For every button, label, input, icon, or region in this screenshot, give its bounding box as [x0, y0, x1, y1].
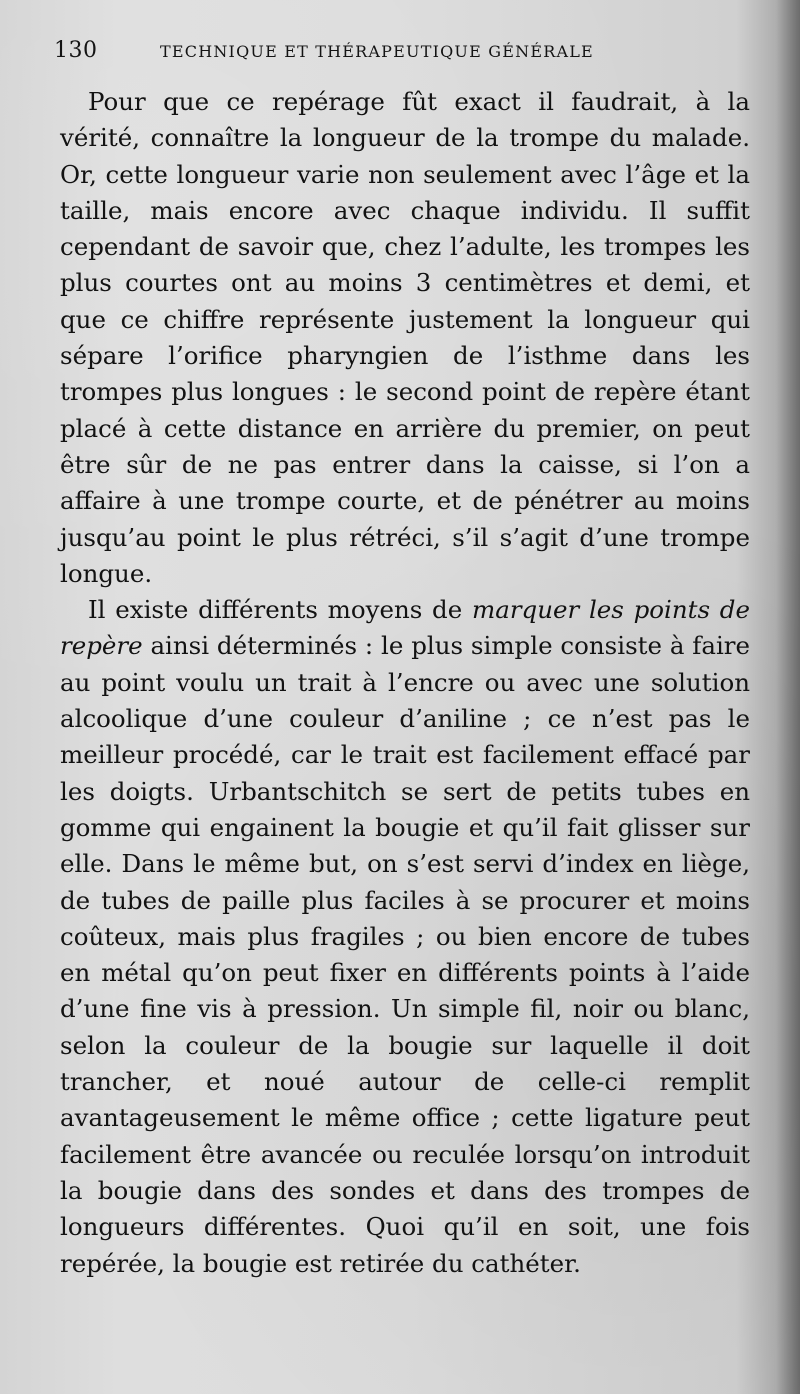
- paragraph-2-lead: Il existe différents moyens de: [88, 595, 472, 625]
- body-text: [60, 84, 750, 1282]
- running-title: TECHNIQUE ET THÉRAPEUTIQUE GÉNÉRALE: [160, 42, 594, 61]
- page-header: [54, 38, 754, 68]
- paragraph-2-rest: ainsi déterminés : le plus simple consiste à faire au point voulu un trait à l’encre ou avec une solution alcoolique d’une couleur d’aniline ; ce n’est pas le meilleur procédé, car le trait est facilement effacé par les doigts. Urbantschitch se sert de petits tubes en gomme qui engainent la bougie et qu’il fait glisser sur elle. Dans le même but, on s’est servi d’index en liège, de tubes de paille plus faciles à se procurer et moins coûteux, mais plus fragiles ; ou bien encore de tubes en métal qu’on peut fixer en différents points à l’aide d’une fine vis à pression. Un simple fil, noir ou blanc, selon la couleur de la bougie sur laquelle il doit trancher, et noué autour de celle-ci remplit avantageusement le même office ; cette ligature peut facilement être avancée ou reculée lorsqu’on introduit la bougie dans des sondes et dans des trompes de longueurs différentes. Quoi qu’il en soit, une fois repérée, la bougie est retirée du cathéter.: [60, 631, 750, 1278]
- paragraph-2: [60, 592, 750, 1282]
- page-edge-shadow: [776, 0, 800, 1394]
- italic-phrase: marquer les points de repère: [60, 595, 750, 661]
- page-number: 130: [54, 38, 98, 63]
- paragraph-1: Pour que ce repérage fût exact il faudrait, à la vérité, connaître la longueur de la trompe du malade. Or, cette longueur varie non seulement avec l’âge et la taille, mais encore avec chaque individu. Il suffit cependant de savoir que, chez l’adulte, les trompes les plus courtes ont au moins 3 centimètres et demi, et que ce chiffre représente justement la longueur qui sépare l’orifice pharyngien de l’isthme dans les trompes plus longues : le second point de repère étant placé à cette distance en arrière du premier, on peut être sûr de ne pas entrer dans la caisse, si l’on a affaire à une trompe courte, et de pénétrer au moins jusqu’au point le plus rétréci, s’il s’agit d’une trompe longue.: [60, 87, 750, 588]
